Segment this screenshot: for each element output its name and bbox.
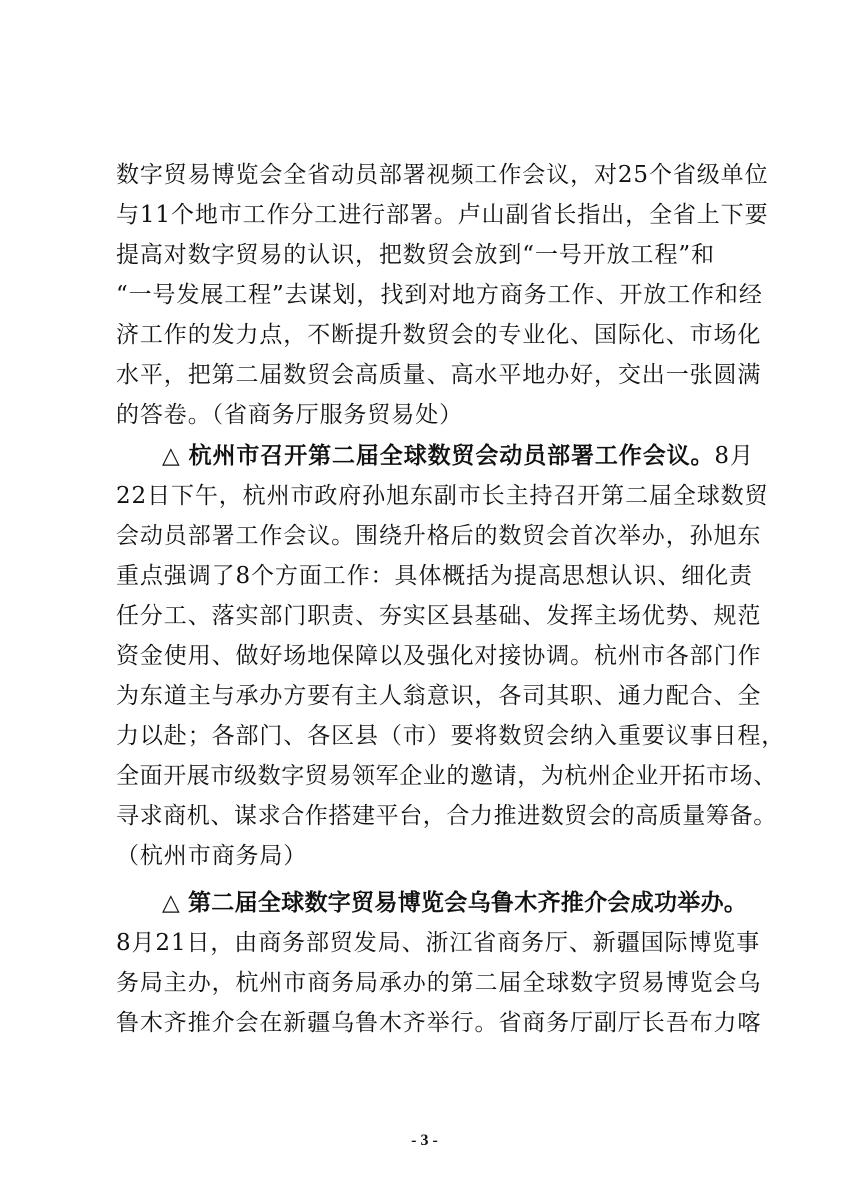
body-text-line: 重点强调了8个方面工作：具体概括为提高思想认识、细化责 (116, 563, 753, 589)
body-text-line: 会动员部署工作会议。围绕升格后的数贸会首次举办，孙旭东 (116, 523, 762, 549)
body-text-line: 与11个地市工作分工进行部署。卢山副省长指出，全省上下要 (116, 202, 769, 228)
body-text-line: 的答卷。（省商务厅服务贸易处） (116, 402, 463, 428)
section-heading: 杭州市召开第二届全球数贸会动员部署工作会议。 (188, 442, 715, 469)
body-text-line: 数字贸易博览会全省动员部署视频工作会议，对25个省级单位 (116, 162, 769, 188)
body-text-line: 提高对数字贸易的认识，把数贸会放到“一号开放工程”和 (116, 242, 715, 268)
heading-tail-text: 8月 (714, 443, 754, 469)
body-text-line: 务局主办，杭州市商务局承办的第二届全球数字贸易博览会乌 (116, 970, 762, 996)
body-text-line: 22日下午，杭州市政府孙旭东副市长主持召开第二届全球数贸 (116, 483, 769, 509)
body-text-line: 寻求商机、谋求合作搭建平台，合力推进数贸会的高质量筹备。 (116, 803, 777, 829)
section-heading: 第二届全球数字贸易博览会乌鲁木齐推介会成功举办。 (188, 889, 748, 916)
body-text-line: 水平，把第二届数贸会高质量、高水平地办好，交出一张圆满 (116, 362, 762, 388)
body-text-line: （杭州市商务局） (116, 843, 308, 869)
body-text-line: 鲁木齐推介会在新疆乌鲁木齐举行。省商务厅副厅长吾布力喀 (116, 1010, 762, 1036)
section-heading-line (162, 436, 754, 476)
body-text-line: 资金使用、做好场地保障以及强化对接协调。杭州市各部门作 (116, 643, 762, 669)
section-heading-line (162, 883, 746, 923)
page-number: - 3 - (411, 1132, 438, 1149)
triangle-bullet-icon: △ (162, 890, 180, 916)
body-text-line: “一号发展工程”去谋划，找到对地方商务工作、开放工作和经 (116, 282, 763, 308)
body-text-line: 任分工、落实部门职责、夯实区县基础、发挥主场优势、规范 (116, 603, 762, 629)
triangle-bullet-icon: △ (162, 443, 181, 469)
body-text-line: 为东道主与承办方要有主人翁意识，各司其职、通力配合、全 (116, 683, 762, 709)
body-text-line: 8月21日，由商务部贸发局、浙江省商务厅、新疆国际博览事 (116, 930, 761, 956)
body-text-line: 力以赴；各部门、各区县（市）要将数贸会纳入重要议事日程， (116, 723, 786, 749)
body-text-line: 全面开展市级数字贸易领军企业的邀请，为杭州企业开拓市场、 (116, 763, 777, 789)
body-text-line: 济工作的发力点，不断提升数贸会的专业化、国际化、市场化 (116, 322, 762, 348)
